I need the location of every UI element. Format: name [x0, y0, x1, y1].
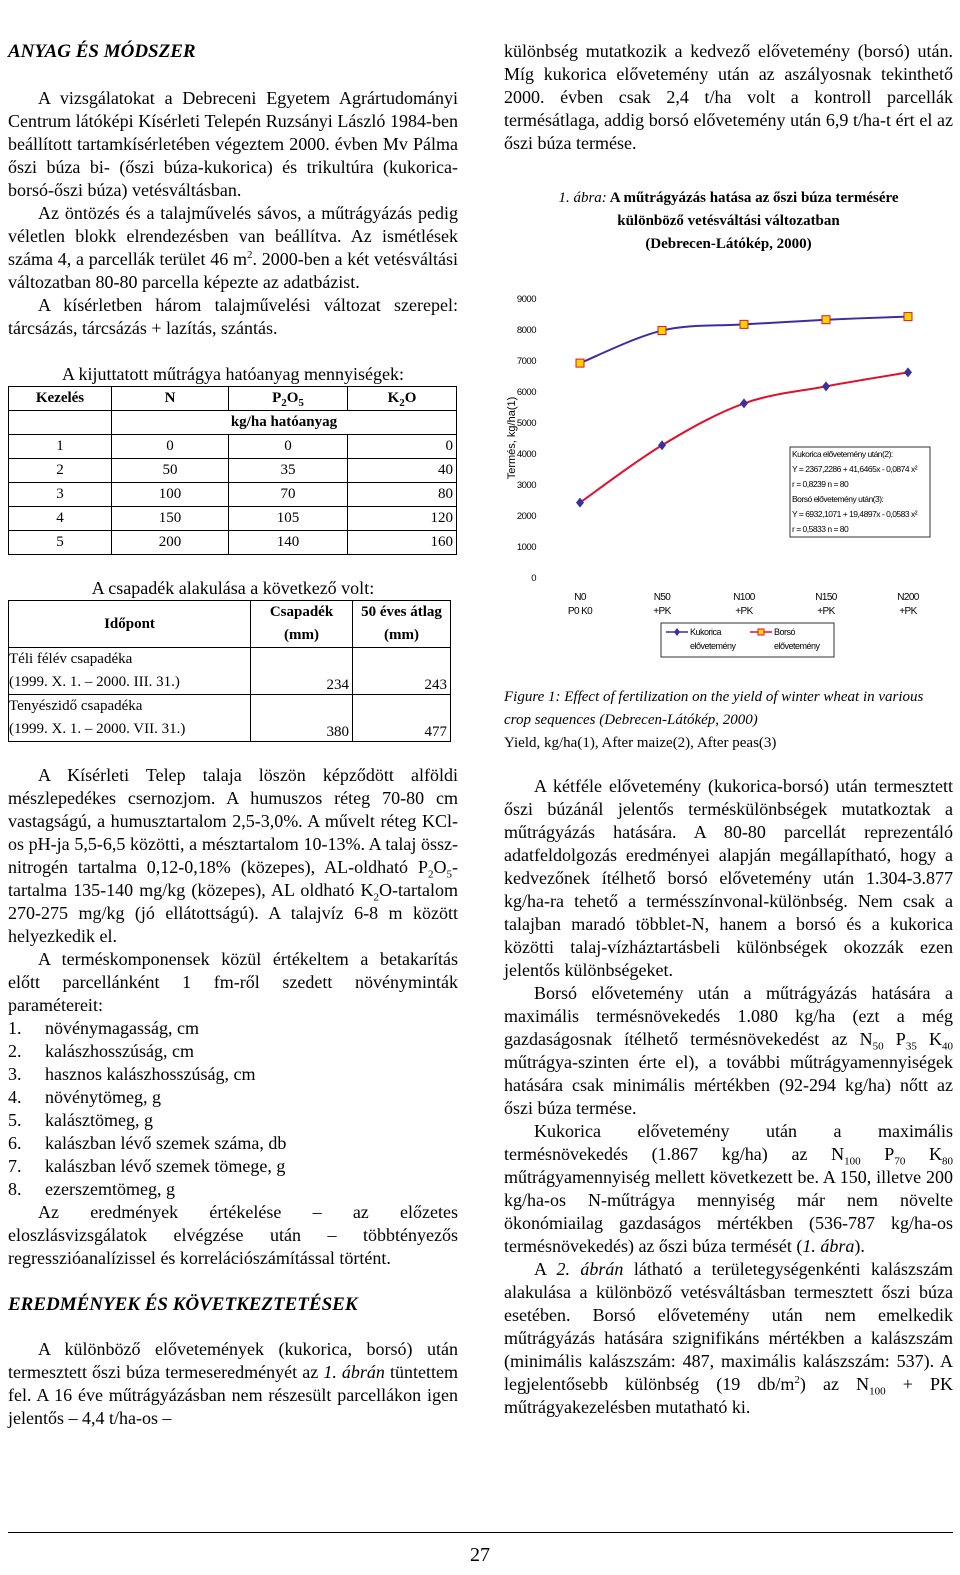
paragraph: A különböző elővetemények (kukorica, borsó) után termesztett őszi búza termeseredményét az 1. ábrán tüntettem fel. A 16 éve műtrágyázásban nem részesült parcellákon igen jelentős – 4,4 t/ha-os –: [8, 1339, 458, 1428]
x-tick-label: N100: [733, 592, 755, 603]
table-row: 1 0 0 0: [9, 435, 457, 459]
data-point-square: [576, 359, 584, 367]
annotation-line: Kukorica elővetemény után(2):: [792, 449, 893, 459]
legend-marker-square: [758, 629, 764, 635]
table-header: 50 éves átlag (mm): [353, 601, 451, 648]
table-row: Téli félév csapadéka (1999. X. 1. – 2000. III. 31.) 234 243: [9, 648, 451, 695]
x-tick-label: +PK: [817, 606, 835, 617]
paragraph: A Kísérleti Telep talaja löszön képződött alföldi mészlepedékes csernozjom. A humuszos réteg 70-80 cm vastagságú, a humusztartalom 2,5-3,0%. A művelt réteg KCl-os pH-ja 5,5-6,5 közötti, a mésztartalom 10-13%. A talaj össz-nitrogén tartalma 0,12-0,18% (közepes), AL-oldható $P_2O_5$-tartalma 135-140 mg/kg (közepes), AL oldható $K_2O$-tartalom 270-275 mg/kg (jó ellátottságú). A talajvíz 6-8 m között helyezkedik el.: [8, 765, 458, 946]
x-tick-label: N150: [815, 592, 837, 603]
fertilizer-table: [8, 386, 457, 555]
list-item: 4. növénytömeg, g: [8, 1087, 161, 1107]
data-point-diamond: [904, 367, 912, 377]
annotation-line: r = 0,8239 n = 80: [792, 479, 849, 489]
table-header: Kezelés: [9, 387, 112, 411]
x-tick-label: N0: [574, 592, 586, 603]
table-header: N: [112, 387, 229, 411]
annotation-line: r = 0,5833 n = 80: [792, 524, 849, 534]
precipitation-table: [8, 600, 451, 742]
paragraph: Kukorica elővetemény után a maximális termésnövekedés (1.867 kg/ha) az $N_{100}$ $P_{70}$ $K_{80}$ műtrágyamennyiség mellett következett be. A 150, illetve 200 kg/ha-os N-műtrágya mennyiség már nem növelte ökonómiailag gazdaságos mértékben (536-787 kg/ha-os termésnövekedés) az őszi búza termését (1. ábra).: [504, 1121, 954, 1256]
x-tick-label: N50: [653, 592, 671, 603]
list-item: 5. kalásztömeg, g: [8, 1110, 153, 1130]
annotation-line: Y = 2367,2286 + 41,6465x - 0,0874 x²: [792, 464, 918, 474]
table-row: 5 200 140 160: [9, 531, 457, 555]
annotation-line: Borsó elővetemény után(3):: [792, 494, 884, 504]
data-point-diamond: [658, 440, 666, 450]
list-item: 3. hasznos kalászhosszúság, cm: [8, 1064, 256, 1084]
y-tick-label: 4000: [516, 449, 536, 460]
table-header: Csapadék (mm): [251, 601, 353, 648]
y-tick-label: 6000: [516, 387, 536, 398]
list-item: 7. kalászban lévő szemek tömege, g: [8, 1156, 286, 1176]
x-axis-labels: [568, 592, 920, 617]
paragraph: Borsó elővetemény után a műtrágyázás hatására a maximális termésnövekedés 1.080 kg/ha (ezt a még gazdaságosnak ítélhető termésnövekedést az $N_{50}$ $P_{35}$ $K_{40}$ műtrágya-szinten érte el), a további műtrágyamennyiségek hatására csak minimális mértékben (92-294 kg/ha) nőtt az őszi búza termése.: [504, 983, 953, 1118]
y-tick-label: 3000: [516, 480, 536, 491]
list-item: 1. növénymagasság, cm: [8, 1018, 199, 1038]
regression-annotation: [790, 447, 930, 537]
x-tick-label: +PK: [735, 606, 753, 617]
y-tick-label: 9000: [516, 294, 536, 305]
paragraph: A kísérletben három talajművelési változat szerepel: tárcsázás, tárcsázás + lazítás, szántás.: [8, 295, 458, 338]
data-point-square: [740, 320, 748, 328]
figure-title: 1. ábra: A műtrágyázás hatása az őszi búza termésére különböző vetésváltási változatban (Debrecen-Látókép, 2000): [558, 190, 899, 252]
y-axis: [506, 294, 536, 584]
y-tick-label: 8000: [516, 325, 536, 336]
paragraph: A kétféle elővetemény (kukorica-borsó) után termesztett őszi búzánál jelentős terméskülönbségek mutatkoztak a műtrágyázás hatására. A 80-80 parcellát reprezentáló adatfeldolgozás eredményei alapján megállapítható, hogy a kedvezőnek ítélhető borsó elővetemény után 1.304-3.877 kg/ha-ra tehető a termésszínvonal-különbség. Nem csak a talajban maradó többlet-N, hanem a borsó és a kukorica közötti talaj-vízháztartásbeli különbségek okozzák ezen jelentős különbségeket.: [504, 776, 953, 980]
legend-label: Kukorica: [690, 627, 722, 637]
data-point-diamond: [740, 398, 748, 408]
page-number: 27: [470, 1544, 490, 1566]
x-tick-label: P0 K0: [567, 606, 593, 617]
y-axis-label: Termés, kg/ha(1): [506, 396, 518, 480]
table-caption: A csapadék alakulása a következő volt:: [91, 578, 375, 598]
paragraph: különbség mutatkozik a kedvező elővetemény (borsó) után. Míg kukorica elővetemény után az aszályosnak tekinthető 2000. évben csak 2,4 t/ha volt a kontroll parcellák termésátlaga, addig borsó elővetemény után 6,9 t/ha-t ért el az őszi búza termése.: [504, 41, 953, 153]
footer-rule: [8, 1532, 953, 1533]
table-caption: A kijuttatott műtrágya hatóanyag mennyiségek:: [62, 364, 404, 384]
table-cell: [9, 411, 112, 435]
y-tick-label: 0: [531, 573, 536, 584]
table-row: 4 150 105 120: [9, 507, 457, 531]
x-tick-label: +PK: [899, 606, 917, 617]
table-header: $K_2O$: [348, 387, 457, 411]
legend-label: elővetemény: [690, 641, 736, 651]
yield-chart: [504, 260, 953, 660]
y-tick-label: 1000: [516, 542, 536, 553]
list-item: 2. kalászhosszúság, cm: [8, 1041, 194, 1061]
data-point-square: [904, 313, 912, 321]
chart-legend: [661, 623, 834, 657]
figure-caption-legend: Yield, kg/ha(1), After maize(2), After peas(3): [504, 735, 777, 751]
x-tick-label: +PK: [653, 606, 671, 617]
section-heading-methods: ANYAG ÉS MÓDSZER: [8, 41, 196, 62]
table-row: Tenyészidő csapadéka (1999. X. 1. – 2000. VII. 31.) 380 477: [9, 695, 451, 742]
y-tick-label: 2000: [516, 511, 536, 522]
table-header: Időpont: [9, 601, 251, 648]
parameter-list: [8, 1017, 458, 1201]
y-tick-label: 5000: [516, 418, 536, 429]
table-header-unit: kg/ha hatóanyag: [112, 411, 457, 435]
paragraph: A 2. ábrán látható a területegységenkénti kalászszám alakulása a különböző vetésváltásban termesztett őszi búza esetében. Borsó elővetemény után nem emelkedik műtrágyázás hatására szignifikáns mértékben a kalászszám (minimális kalászszám: 487, maximális kalászszám: 537). A legjelentősebb különbség (19 $db/m^2$) az $N_{100}$ + PK műtrágyakezelésben mutatható ki.: [504, 1259, 953, 1417]
data-point-square: [658, 327, 666, 335]
figure-caption-en: Figure 1: Effect of fertilization on the yield of winter wheat in various crop sequences (Debrecen-Látókép, 2000): [504, 689, 924, 728]
section-heading-results: EREDMÉNYEK ÉS KÖVETKEZTETÉSEK: [8, 1294, 358, 1315]
table-row: 2 50 35 40: [9, 459, 457, 483]
list-item: 6. kalászban lévő szemek száma, db: [8, 1133, 287, 1153]
data-point-diamond: [822, 381, 830, 391]
legend-label: elővetemény: [774, 641, 820, 651]
left-column: [8, 40, 458, 1430]
legend-label: Borsó: [774, 627, 796, 637]
right-column: [504, 40, 953, 1419]
paragraph: A vizsgálatokat a Debreceni Egyetem Agrártudományi Centrum látóképi Kísérleti Telepén Ruzsányi László 1984-ben beállított tartamkísérletében végeztem 2000. évben Mv Pálma őszi búza bi- (őszi búza-kukorica) és trikultúra (kukorica-borsó-őszi búza) vetésváltásban.: [8, 88, 458, 200]
paragraph: A terméskomponensek közül értékeltem a betakarítás előtt parcellánként 1 fm-ről szedett növényminták paramétereit:: [8, 949, 458, 1015]
annotation-line: Y = 6932,1071 + 19,4897x - 0,0583 x²: [792, 509, 918, 519]
y-tick-label: 7000: [516, 356, 536, 367]
table-header: $P_2O_5$: [229, 387, 348, 411]
paragraph: Az eredmények értékelése – az előzetes eloszlásvizsgálatok elvégzése után – többtényezős regresszióanalízissel és korrelációszámítással történt.: [8, 1202, 458, 1268]
x-tick-label: N200: [897, 592, 919, 603]
paragraph: Az öntözés és a talajművelés sávos, a műtrágyázás pedig véletlen blokk elrendezésben van beállítva. Az ismétlések száma 4, a parcellák terület 46 $m^2$. 2000-ben a két vetésváltási változatban 80-80 parcella képezte az adatbázist.: [8, 203, 458, 292]
table-row: 3 100 70 80: [9, 483, 457, 507]
data-point-square: [822, 316, 830, 324]
list-item: 8. ezerszemtömeg, g: [8, 1179, 175, 1199]
data-point-diamond: [576, 498, 584, 508]
legend-box: [661, 623, 834, 657]
